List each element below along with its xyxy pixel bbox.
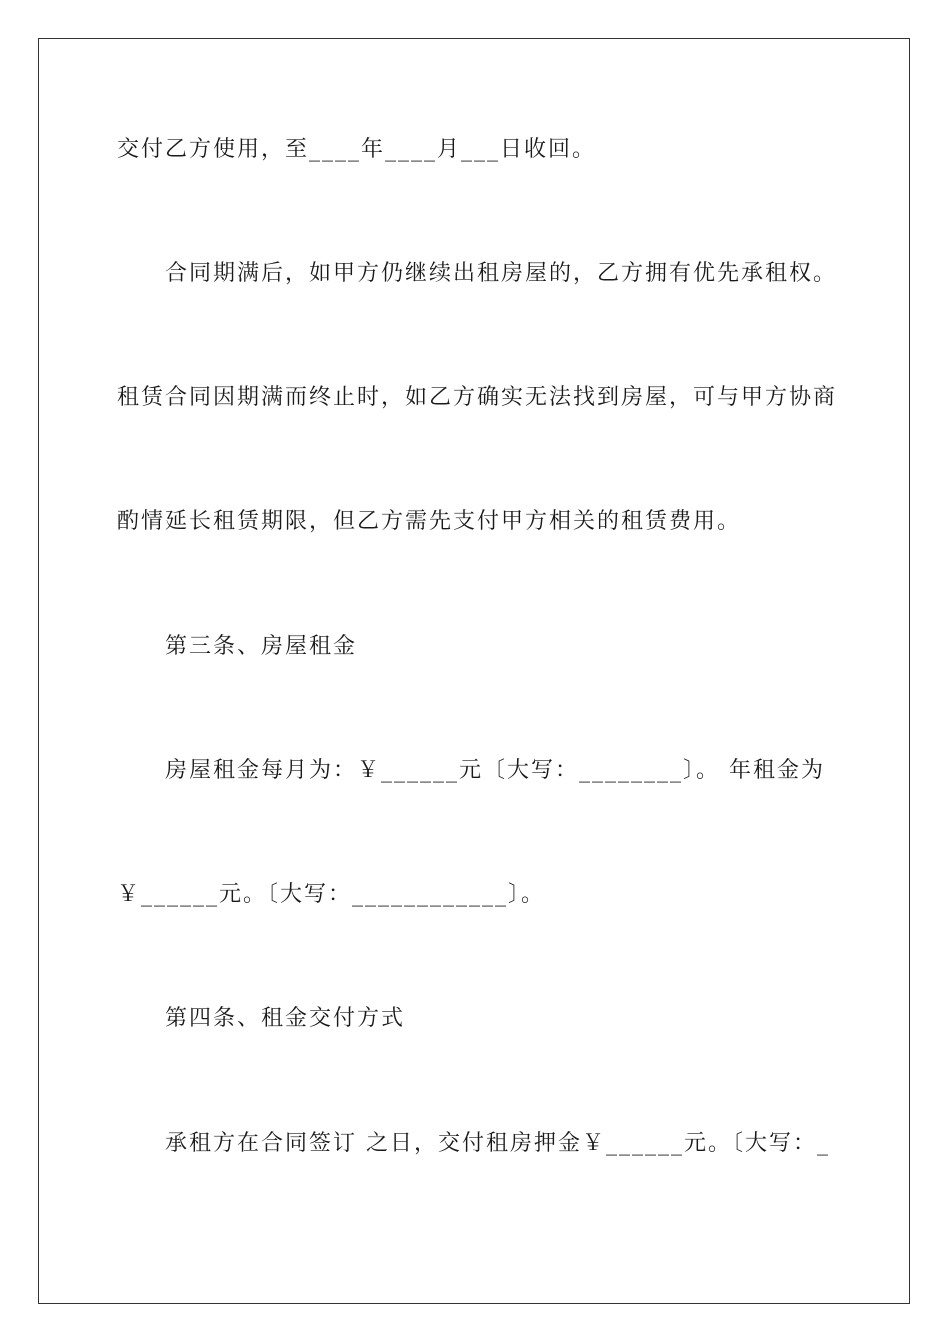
- section-heading-payment: 第四条、租金交付方式: [165, 1006, 406, 1031]
- text-line-termination: 租赁合同因期满而终止时，如乙方确实无法找到房屋，可与甲方协商: [117, 385, 838, 410]
- section-heading-rent: 第三条、房屋租金: [165, 634, 358, 659]
- text-line-priority-lease: 合同期满后，如甲方仍继续出租房屋的，乙方拥有优先承租权。: [165, 261, 838, 286]
- text-line-annual-rent: ￥______元。〔大写：____________〕。: [117, 882, 546, 907]
- text-line-monthly-rent: 房屋租金每月为：￥______元〔大写：________〕。 年租金为: [165, 758, 825, 783]
- text-line-return-date: 交付乙方使用，至____年____月___日收回。: [117, 137, 597, 162]
- text-line-deposit: 承租方在合同签订 之日，交付租房押金￥______元。〔大写：_: [165, 1131, 830, 1156]
- page-frame: [38, 38, 910, 1304]
- text-line-extension: 酌情延长租赁期限，但乙方需先支付甲方相关的租赁费用。: [117, 509, 742, 534]
